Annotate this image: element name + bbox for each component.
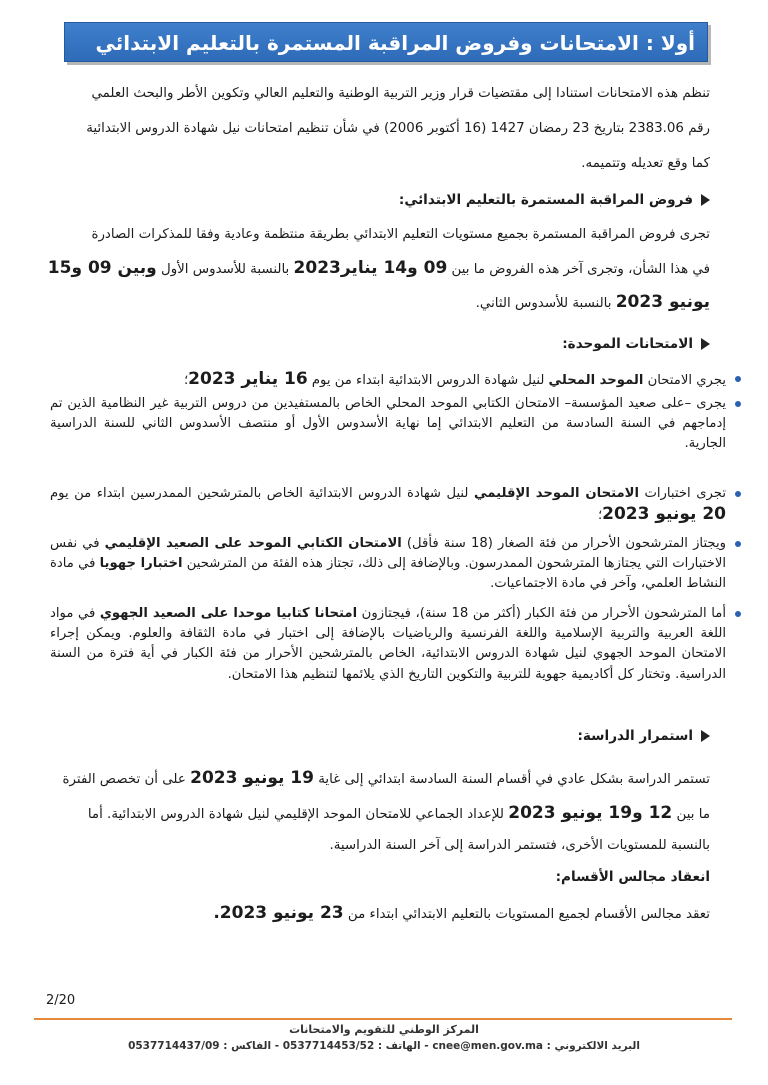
email-link[interactable]: cnee@men.gov.ma — [432, 1040, 544, 1052]
bullet-text: تجرى اختبارات — [638, 486, 726, 501]
continuous-heading-text: فروض المراقبة المستمرة بالتعليم الابتدائي: — [398, 192, 693, 208]
continuation-heading-text: استمرار الدراسة: — [577, 728, 693, 744]
date-june: يونيو 2023 — [615, 292, 710, 312]
section-title-banner — [64, 22, 708, 62]
continuous-line-2 — [47, 258, 710, 280]
bullet-text: ؛ — [183, 373, 189, 388]
list-item — [50, 394, 726, 455]
emphasis: امتحانا كتابيا موحدا على الصعيد الجهوي — [99, 606, 358, 621]
date-january: 09 و14 يناير2023 — [293, 258, 448, 278]
date-provincial-exam: 20 يونيو 2023 — [602, 504, 726, 525]
continuous-text: بالنسبة للأسدوس الأول — [156, 262, 294, 277]
emphasis: الامتحان الكتابي الموحد على الصعيد الإقليمي — [104, 536, 402, 551]
continuation-text: تستمر الدراسة بشكل عادي في أقسام السنة السادسة ابتدائي إلى غاية — [313, 772, 710, 787]
date-councils: 23 يونيو 2023. — [213, 903, 344, 923]
arrow-icon — [701, 730, 710, 742]
fax-label: - الفاكس : — [223, 1040, 280, 1052]
bullet-text: يجرى –على صعيد المؤسسة– الامتحان الكتابي الموحد المحلي الخاص بالمستفيدين من دروس التربية غير النظامية الذين تم إدماجهم في السنة السادسة من التعليم الابتدائي إما نهاية الأسدوس الأول أو منتصف الأسدوس الثاني للسنة الدراسية الجارية. — [50, 396, 726, 452]
bullet-text: في مادة النشاط العلمي، وآخر في مادة الاجتماعيات. — [50, 556, 726, 592]
bullet-icon — [735, 491, 741, 497]
list-item — [50, 484, 726, 526]
email-label: البريد الالكتروني : — [546, 1040, 640, 1052]
date-local-exam: 16 يناير 2023 — [188, 369, 308, 389]
continuous-text: في هذا الشأن، وتجرى آخر هذه الفروض ما بين — [447, 262, 710, 277]
list-item — [50, 369, 726, 391]
bullet-text: لنيل شهادة الدروس الابتدائية ابتداء من يوم — [307, 373, 549, 388]
arrow-icon — [701, 194, 710, 206]
unified-heading — [562, 336, 710, 352]
continuation-text: للإعداد الجماعي للامتحان الموحد الإقليمي لنيل شهادة الدروس الابتدائية. أما — [87, 807, 509, 822]
date-study-end: 19 يونيو 2023 — [190, 768, 314, 788]
continuation-line-2 — [52, 803, 710, 825]
list-item — [50, 534, 726, 595]
page-number: 2/20 — [46, 993, 76, 1008]
councils-line — [52, 903, 710, 925]
councils-heading: انعقاد مجالس الأقسام: — [555, 869, 710, 885]
bullet-text: أما المترشحون الأحرار من فئة الكبار (أكثر من 18 سنة)، فيجتازون — [357, 606, 727, 621]
intro-line-2: رقم 2383.06 بتاريخ 23 رمضان 1427 (16 أكتوبر 2006) في شأن تنظيم امتحانات نيل شهادة الدروس الابتدائية — [86, 121, 710, 136]
section-title: أولا : الامتحانات وفروض المراقبة المستمرة بالتعليم الابتدائي — [95, 31, 695, 55]
bullet-icon — [735, 541, 741, 547]
unified-heading-text: الامتحانات الموحدة: — [562, 336, 693, 352]
bullet-text: يجري الامتحان — [643, 373, 726, 388]
bullet-icon — [735, 611, 741, 617]
bullet-icon — [735, 401, 741, 407]
phone-number: 0537714453/52 — [282, 1040, 375, 1052]
emphasis: الامتحان الموحد الإقليمي — [473, 486, 639, 501]
continuous-line-1: تجرى فروض المراقبة المستمرة بجميع مستويات التعليم الابتدائي بطريقة منتظمة وعادية وفقا للمذكرات الصادرة — [91, 227, 710, 242]
date-june-range: وبين 09 و15 — [47, 258, 157, 278]
footer-divider — [34, 1018, 732, 1020]
emphasis: اختبارا جهويا — [99, 556, 183, 572]
bullet-text: لنيل شهادة الدروس الابتدائية الخاص بالمترشحين الممدرسين ابتداء من يوم — [50, 486, 474, 501]
fax-number: 0537714437/09 — [128, 1040, 220, 1052]
bullet-text: ؛ — [597, 508, 603, 524]
continuation-text: على أن تخصص الفترة — [62, 772, 191, 787]
continuation-text: ما بين — [672, 807, 710, 822]
intro-line-3: كما وقع تعديله وتتميمه. — [581, 156, 710, 171]
continuous-heading — [399, 192, 710, 208]
phone-label: - الهاتف : — [377, 1040, 429, 1052]
continuous-text: بالنسبة للأسدوس الثاني. — [475, 296, 616, 311]
arrow-icon — [701, 338, 710, 350]
continuation-line-1 — [52, 768, 710, 790]
intro-line-1: تنظم هذه الامتحانات استنادا إلى مقتضيات قرار وزير التربية الوطنية والتعليم العالي وتكوين الأطر والبحث العلمي — [91, 86, 710, 101]
bullet-icon — [735, 376, 741, 382]
continuation-heading — [577, 728, 710, 744]
bullet-text: في نفس الاختبارات التي يجتازها المترشحون الممدرسون. وبالإضافة إلى ذلك، تجتاز هذه الفئة من المترشحين — [50, 536, 726, 572]
footer-contact — [0, 1040, 768, 1052]
councils-text: تعقد مجالس الأقسام لجميع المستويات بالتعليم الابتدائي ابتداء من — [343, 907, 710, 922]
continuation-line-3: بالنسبة للمستويات الأخرى، فتستمر الدراسة إلى آخر السنة الدراسية. — [329, 838, 710, 853]
bullet-text: ويجتاز المترشحون الأحرار من فئة الصغار (18 سنة فأقل) — [401, 536, 726, 551]
bullet-text: في مواد اللغة العربية والتربية الإسلامية واللغة الفرنسية والرياضيات بالإضافة إلى اختبار في مادة الثقافة والعلوم. ويمكن إجراء الامتحان الموحد الجهوي لنيل شهادة الدروس الابتدائية، الخاص بالمترشحين الأحرار من فئة الكبار في أية فترة من السنة الدراسية. وتختار كل أكاديمية جهوية للتربية والتكوين التاريخ الذي يلائمها لتنظيم هذا الامتحان. — [50, 606, 726, 682]
list-item — [50, 604, 726, 685]
footer-org: المركز الوطني للتقويم والامتحانات — [289, 1023, 479, 1036]
continuous-line-3 — [52, 292, 710, 314]
date-preparation: 12 و19 يونيو 2023 — [508, 803, 673, 823]
emphasis: الموحد المحلي — [548, 373, 644, 388]
